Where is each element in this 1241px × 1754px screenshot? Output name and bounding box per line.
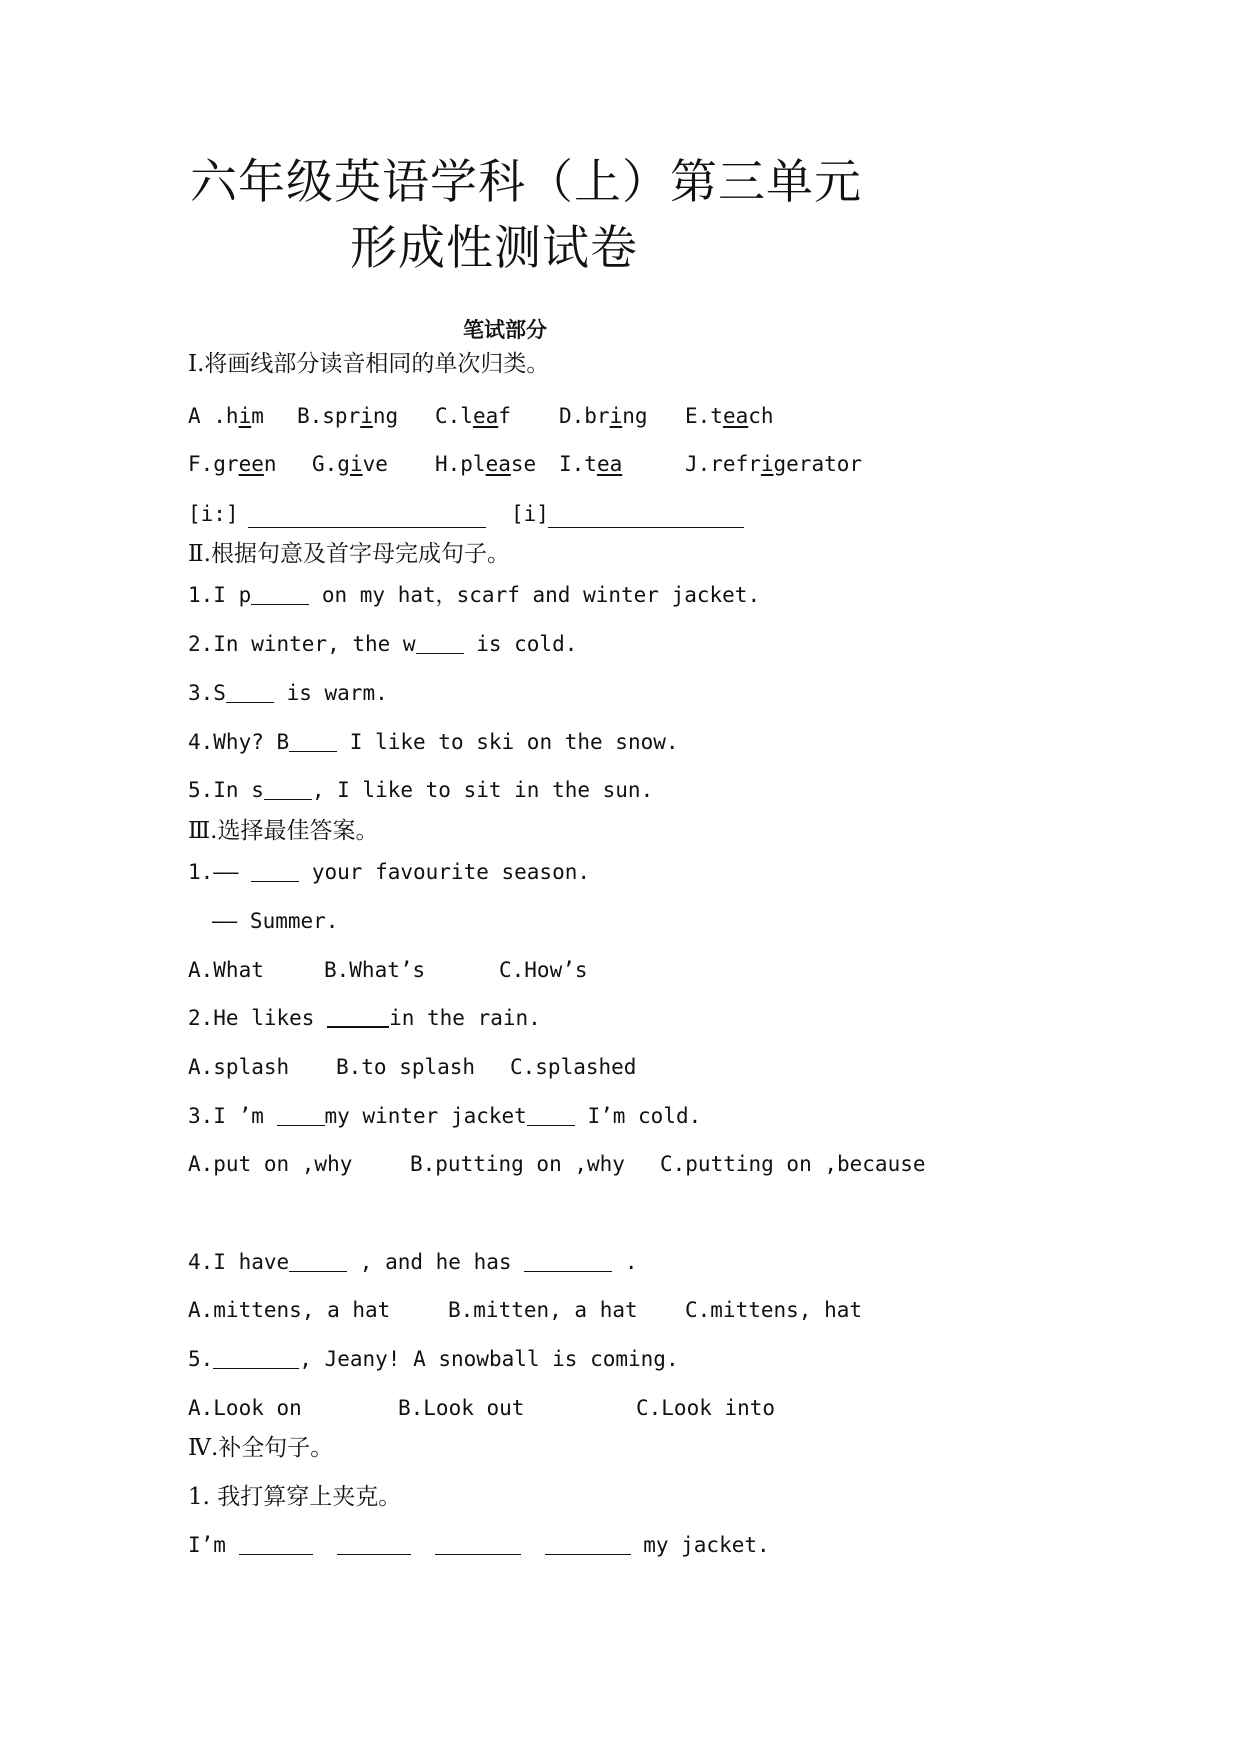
part2-question-3: 3.S is warm.: [188, 676, 388, 710]
option-g: G.give: [312, 452, 388, 476]
part4-heading: Ⅳ.补全句子。: [188, 1435, 334, 1461]
part1-options-row-1: [188, 399, 1088, 433]
answer-blank[interactable]: [435, 1530, 521, 1555]
part3-question-1: 1.—— your favourite season.: [188, 855, 590, 889]
choice-b[interactable]: B.Look out: [398, 1396, 525, 1420]
choice-a[interactable]: A.put on ,why: [188, 1152, 353, 1176]
choice-a[interactable]: A.What: [188, 958, 264, 982]
part3-question-5-options: [188, 1391, 1088, 1425]
choice-b[interactable]: B.mitten, a hat: [448, 1298, 638, 1322]
answer-blank[interactable]: [264, 775, 312, 800]
answer-blank[interactable]: [226, 678, 274, 703]
choice-a[interactable]: A.splash: [188, 1055, 290, 1079]
choice-a[interactable]: A.Look on: [188, 1396, 302, 1420]
part2-heading: Ⅱ.根据句意及首字母完成句子。: [188, 541, 510, 567]
answer-blank[interactable]: [289, 1247, 347, 1272]
answer-blank[interactable]: [527, 1101, 575, 1126]
part2-question-4: 4.Why? B I like to ski on the snow.: [188, 725, 679, 759]
sound-short-i: [i]: [511, 502, 549, 526]
option-b: B.spring: [297, 404, 399, 428]
choice-b[interactable]: B.putting on ,why: [410, 1152, 625, 1176]
part3-question-1-options: [188, 953, 1088, 987]
part1-heading: Ⅰ.将画线部分读音相同的单次归类。: [188, 351, 550, 377]
answer-blank[interactable]: [213, 1344, 299, 1369]
answer-blank[interactable]: [327, 1002, 389, 1028]
title-line-2: 形成性测试卷: [350, 221, 638, 276]
option-a: A .him: [188, 404, 264, 428]
part3-question-3-options: [188, 1147, 1088, 1181]
answer-blank[interactable]: [545, 1530, 631, 1555]
choice-b[interactable]: B.What’s: [324, 958, 426, 982]
part2-question-2: 2.In winter, the w is cold.: [188, 627, 577, 661]
answer-blank[interactable]: [248, 503, 486, 528]
option-h: H.please: [435, 452, 537, 476]
option-d: D.bring: [559, 404, 648, 428]
option-e: E.teach: [685, 404, 774, 428]
part2-question-1: 1.I p on my hat，scarf and winter jacket.: [188, 578, 760, 612]
part3-question-2-options: [188, 1050, 1088, 1084]
answer-blank[interactable]: [251, 580, 309, 605]
option-j: J.refrigerator: [685, 452, 863, 476]
choice-a[interactable]: A.mittens, a hat: [188, 1298, 391, 1322]
part1-options-row-2: [188, 447, 1088, 481]
choice-c[interactable]: C.putting on ,because: [660, 1152, 926, 1176]
answer-blank[interactable]: [548, 503, 744, 528]
choice-c[interactable]: C.How’s: [499, 958, 588, 982]
answer-blank[interactable]: [337, 1530, 411, 1555]
option-f: F.green: [188, 452, 277, 476]
title-line-1: 六年级英语学科（上）第三单元: [190, 155, 862, 210]
part4-question-1-prompt: 1. 我打算穿上夹克。: [188, 1484, 402, 1510]
answer-blank[interactable]: [289, 727, 337, 752]
part3-question-2: 2.He likes in the rain.: [188, 1001, 541, 1035]
answer-blank[interactable]: [251, 857, 299, 882]
answer-blank[interactable]: [524, 1247, 612, 1272]
option-c: C.leaf: [435, 404, 511, 428]
part3-question-1-answer: —— Summer.: [212, 909, 339, 933]
part3-question-4: 4.I have , and he has .: [188, 1245, 637, 1279]
choice-c[interactable]: C.Look into: [636, 1396, 776, 1420]
part3-question-3: 3.I ’m my winter jacket I’m cold.: [188, 1099, 701, 1133]
answer-blank[interactable]: [277, 1101, 325, 1126]
part4-question-1: I’m my jacket.: [188, 1528, 770, 1562]
option-i: I.tea: [559, 452, 623, 476]
sound-long-i: [i:]: [188, 502, 239, 526]
part2-question-5: 5.In s , I like to sit in the sun.: [188, 773, 653, 807]
part3-heading: Ⅲ.选择最佳答案。: [188, 818, 379, 844]
part3-question-4-options: [188, 1293, 1088, 1327]
part3-question-5: 5. , Jeany! A snowball is coming.: [188, 1342, 679, 1376]
choice-c[interactable]: C.mittens, hat: [685, 1298, 863, 1322]
answer-blank[interactable]: [239, 1530, 313, 1555]
answer-blank[interactable]: [416, 629, 464, 654]
choice-b[interactable]: B.to splash: [336, 1055, 476, 1079]
choice-c[interactable]: C.splashed: [510, 1055, 637, 1079]
section-title: 笔试部分: [463, 317, 547, 342]
part1-sound-row: [188, 497, 1088, 531]
